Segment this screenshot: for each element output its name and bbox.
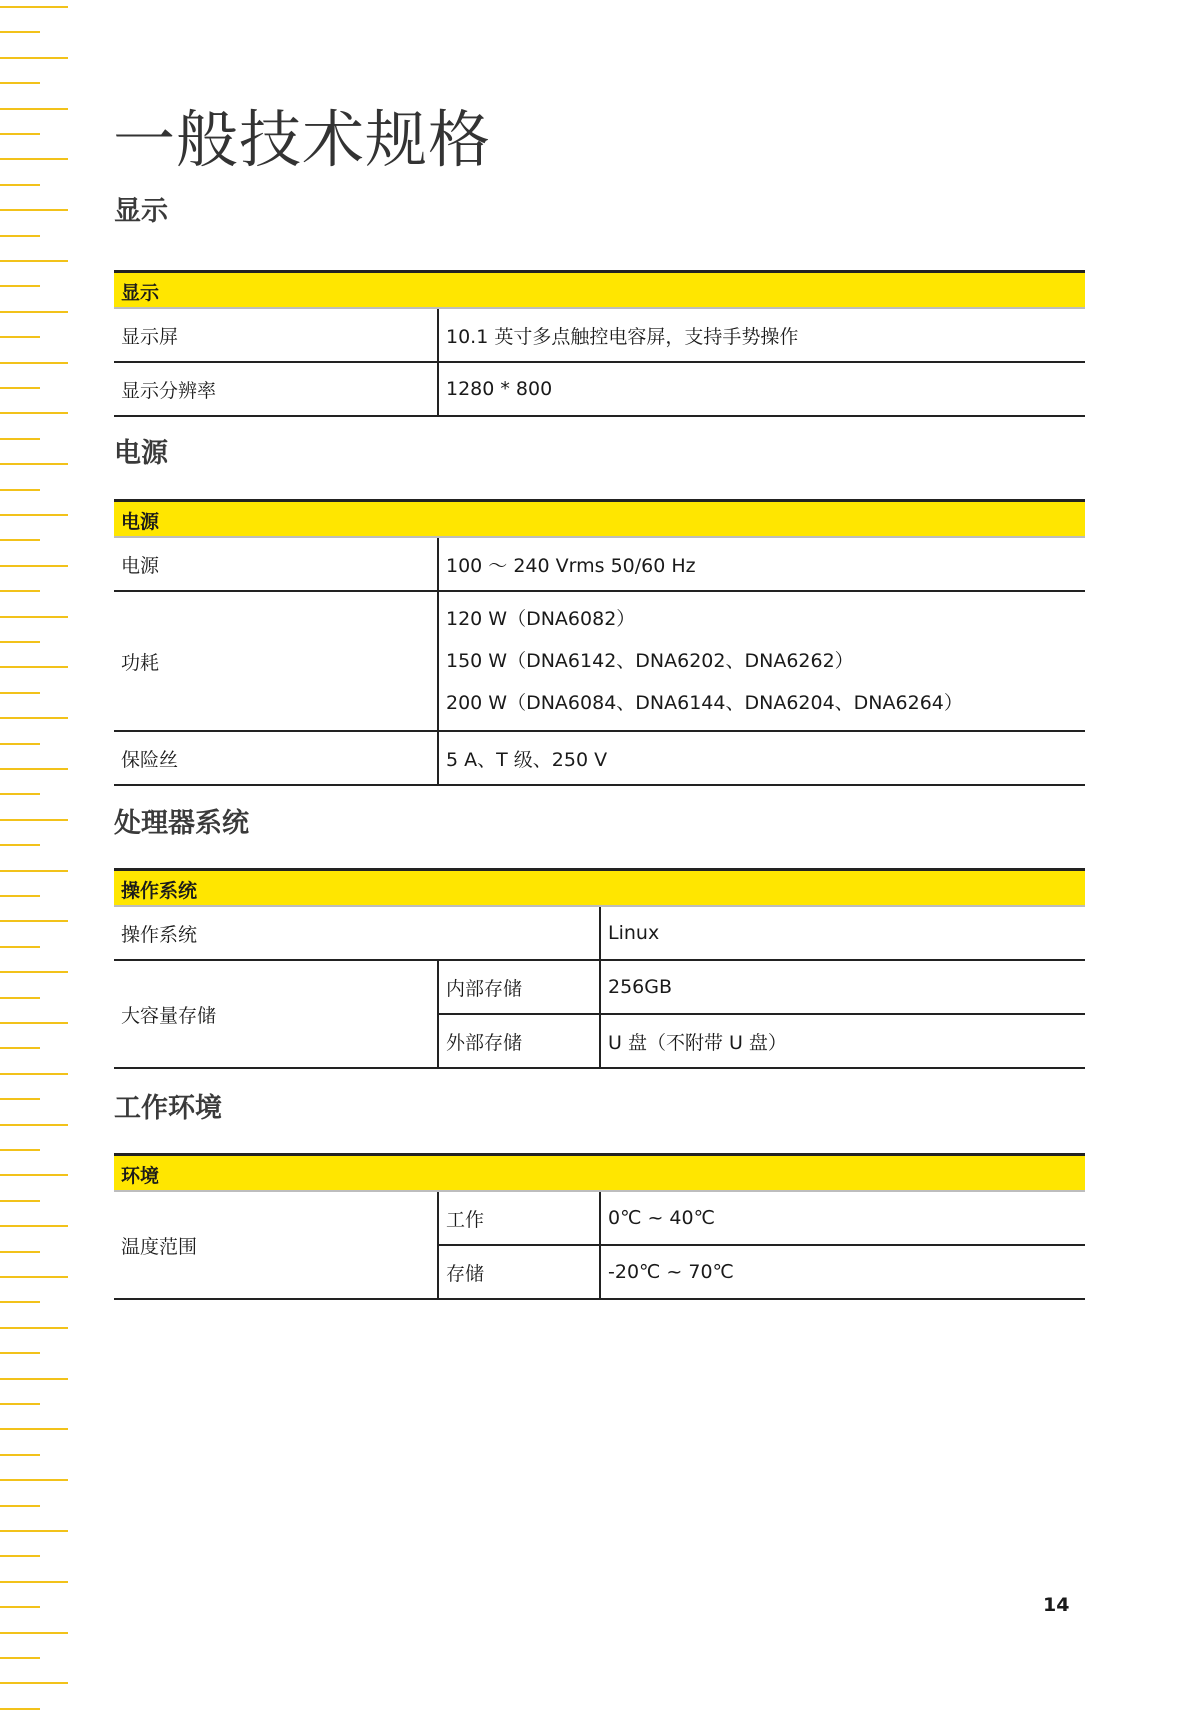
spec-label: 电源 [114, 537, 438, 591]
margin-line [0, 1251, 40, 1253]
spec-value: 5 A、T 级、250 V [438, 731, 1085, 785]
margin-line [0, 616, 68, 618]
margin-line [0, 1149, 40, 1151]
margin-line [0, 1454, 40, 1456]
power-consumption-item: 120 W（DNA6082） [446, 608, 636, 630]
margin-line [0, 997, 40, 999]
margin-line [0, 1352, 40, 1354]
margin-line [0, 946, 40, 948]
table-header-row [114, 1155, 1085, 1192]
spec-sublabel: 存储 [438, 1245, 600, 1299]
margin-line [0, 1098, 40, 1100]
margin-line [0, 1301, 40, 1303]
table-header-label: 电源 [114, 501, 1085, 538]
spec-value: -20℃ ~ 70℃ [600, 1245, 1085, 1299]
margin-line [0, 1428, 68, 1430]
spec-label: 功耗 [114, 591, 438, 731]
spec-value: 1280 * 800 [438, 362, 1085, 416]
margin-line [0, 6, 68, 8]
margin-line [0, 1403, 40, 1405]
table-row [114, 537, 1085, 591]
spec-label: 显示屏 [114, 308, 438, 362]
margin-line [0, 260, 68, 262]
section-heading-processor: 处理器系统 [114, 808, 249, 839]
margin-line [0, 844, 40, 846]
power-spec-table [114, 499, 1085, 786]
spec-value: 0℃ ~ 40℃ [600, 1191, 1085, 1245]
margin-line [0, 1581, 68, 1583]
margin-line [0, 971, 68, 973]
spec-label: 操作系统 [114, 906, 600, 960]
margin-line [0, 108, 68, 110]
margin-line [0, 1174, 68, 1176]
margin-line [0, 1479, 68, 1481]
margin-line [0, 184, 40, 186]
margin-line [0, 920, 68, 922]
table-header-label: 显示 [114, 272, 1085, 309]
margin-line [0, 31, 40, 33]
spec-value: Linux [600, 906, 1085, 960]
margin-line [0, 1708, 40, 1710]
spec-label: 大容量存储 [114, 960, 438, 1068]
margin-line [0, 895, 40, 897]
margin-line [0, 514, 68, 516]
margin-line [0, 285, 40, 287]
margin-line [0, 539, 40, 541]
page-number: 14 [1043, 1594, 1070, 1616]
margin-line [0, 209, 68, 211]
margin-line [0, 82, 40, 84]
margin-line [0, 1276, 68, 1278]
margin-line [0, 1225, 68, 1227]
margin-line [0, 1047, 40, 1049]
margin-line [0, 1555, 40, 1557]
section-heading-display: 显示 [114, 196, 168, 227]
table-row [114, 906, 1085, 960]
margin-line [0, 743, 40, 745]
margin-line [0, 565, 68, 567]
margin-line [0, 717, 68, 719]
margin-line [0, 336, 40, 338]
margin-line [0, 793, 40, 795]
margin-line [0, 1022, 68, 1024]
margin-line [0, 1073, 68, 1075]
margin-line [0, 463, 68, 465]
margin-line [0, 1200, 40, 1202]
table-row [114, 308, 1085, 362]
margin-line [0, 489, 40, 491]
margin-line [0, 311, 68, 313]
spec-sublabel: 工作 [438, 1191, 600, 1245]
margin-line [0, 133, 40, 135]
table-row [114, 591, 1085, 731]
environment-spec-table [114, 1153, 1085, 1300]
power-consumption-item: 200 W（DNA6084、DNA6144、DNA6204、DNA6264） [446, 692, 963, 714]
margin-line [0, 768, 68, 770]
table-row [114, 731, 1085, 785]
margin-line [0, 1682, 68, 1684]
spec-sublabel: 内部存储 [438, 960, 600, 1014]
spec-value: 10.1 英寸多点触控电容屏，支持手势操作 [438, 308, 1085, 362]
spec-label: 温度范围 [114, 1191, 438, 1299]
spec-sublabel: 外部存储 [438, 1014, 600, 1068]
margin-line [0, 1505, 40, 1507]
page-title: 一般技术规格 [113, 103, 492, 176]
spec-label: 显示分辨率 [114, 362, 438, 416]
processor-spec-table [114, 868, 1085, 1069]
table-header-row [114, 272, 1085, 309]
display-spec-table [114, 270, 1085, 417]
table-row [114, 362, 1085, 416]
margin-line [0, 666, 68, 668]
margin-line [0, 692, 40, 694]
spec-value: 256GB [600, 960, 1085, 1014]
margin-line [0, 57, 68, 59]
margin-line [0, 1327, 68, 1329]
margin-line [0, 590, 40, 592]
margin-line [0, 641, 40, 643]
spec-value: U 盘（不附带 U 盘） [600, 1014, 1085, 1068]
margin-line [0, 387, 40, 389]
margin-line [0, 819, 68, 821]
spec-value-list [438, 591, 1085, 731]
section-heading-power: 电源 [114, 438, 168, 469]
margin-line [0, 412, 68, 414]
table-header-row [114, 501, 1085, 538]
spec-label: 保险丝 [114, 731, 438, 785]
table-header-row [114, 870, 1085, 907]
margin-line [0, 1530, 68, 1532]
margin-line [0, 1657, 40, 1659]
table-row [114, 1191, 1085, 1245]
margin-line [0, 1606, 40, 1608]
margin-line [0, 1124, 68, 1126]
margin-line [0, 1378, 68, 1380]
section-heading-environment: 工作环境 [114, 1093, 222, 1124]
margin-line [0, 235, 40, 237]
margin-line [0, 158, 68, 160]
margin-line [0, 438, 40, 440]
power-consumption-item: 150 W（DNA6142、DNA6202、DNA6262） [446, 650, 854, 672]
margin-line [0, 870, 68, 872]
table-header-label: 环境 [114, 1155, 1085, 1192]
spec-value: 100 ～ 240 Vrms 50/60 Hz [438, 537, 1085, 591]
table-row [114, 960, 1085, 1014]
table-header-label: 操作系统 [114, 870, 1085, 907]
margin-line [0, 362, 68, 364]
margin-line [0, 1632, 68, 1634]
margin-decoration [0, 0, 70, 1696]
